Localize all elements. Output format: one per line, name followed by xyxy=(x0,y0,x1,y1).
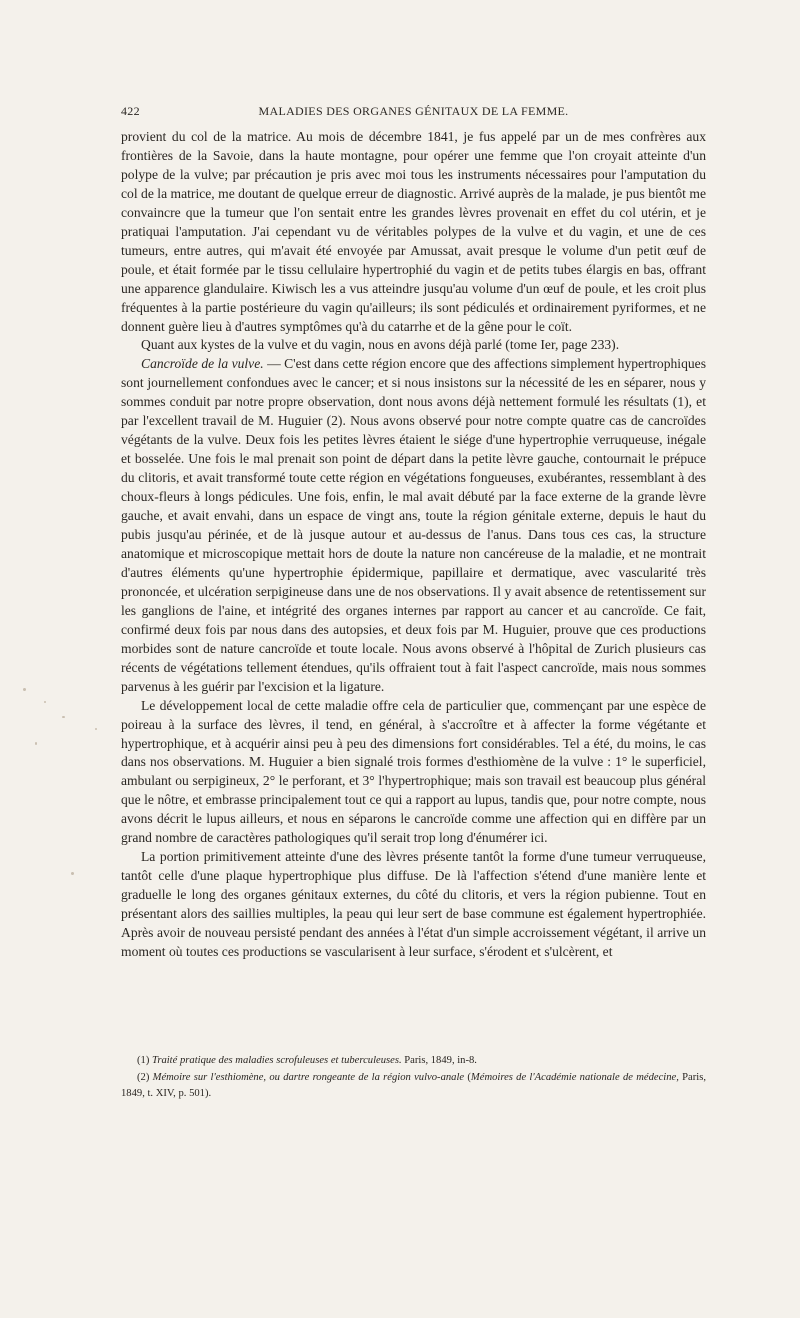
footnote-title: Mémoire sur l'esthiomène, ou dartre rongeante de la région vulvo-anale xyxy=(152,1071,465,1083)
paper-speck xyxy=(44,701,46,703)
footnote-text: Paris, 1849, in-8. xyxy=(401,1055,477,1066)
page-number: 422 xyxy=(121,104,140,118)
footnote xyxy=(121,1053,706,1070)
paper-speck xyxy=(71,872,74,875)
footnote xyxy=(121,1070,706,1103)
paper-speck xyxy=(95,728,97,730)
footnote-marker: (2) xyxy=(137,1071,153,1083)
footnote-journal: Mémoires de l'Académie nationale de médecine, xyxy=(470,1071,679,1083)
footnote-marker: (1) xyxy=(137,1055,153,1066)
paper-speck xyxy=(35,742,37,745)
footnote-text: ( xyxy=(464,1071,471,1083)
paragraph: La portion primitivement atteinte d'une des lèvres présente tantôt la forme d'une tumeur verruqueuse, tantôt celle d'une plaque hypertrophique plus diffuse. De là l'affection s'étend d'une manière lente et graduelle le long des organes génitaux externes, du côté du clitoris, et vers la région pubienne. Tout en présentant alors des saillies multiples, la peau qui leur sert de base commune est également hypertrophiée. Après avoir de nouveau persisté pendant des années à l'état d'un simple accroissement végétant, il arrive un moment où toutes ces productions se vascularisent à leur surface, s'érodent et s'ulcèrent, et xyxy=(121,849,706,959)
footnotes xyxy=(121,1053,706,1103)
paragraph-text: — C'est dans cette région encore que des affections simplement hypertrophiques sont journellement confondues avec le cancer; et si nous insistons sur la nécessité de les en séparer, nous y sommes conduit par notre propre observation, dont nous avons déjà nettement formulé les résultats (1), et par l'excellent travail de M. Huguier (2). Nous avons observé pour notre compte quatre cas de cancroïdes végétants de la vulve. Deux fois les petites lèvres étaient le siége d'une hypertrophie verruqueuse, inégale et bosselée. Une fois le mal prenait son point de départ dans la petite lèvre gauche, contournait le prépuce du clitoris, et avait transformé toute cette région en végétations fongueuses, exubérantes, ressemblant à des choux-fleurs à longs pédicules. Une fois, enfin, le mal avait débuté par la face externe de la grande lèvre gauche, et avait envahi, dans un espace de vingt ans, toute la région génitale externe, depuis le haut du pubis jusqu'au périnée, et de là jusque autour et au-dessus de l'anus. Dans tous ces cas, la structure anatomique et microscopique mettait hors de doute la nature non cancéreuse de la maladie, et ne montrait d'autres éléments qu'une hypertrophie épidermique, papillaire et dermatique, avec vascularité très prononcée, et ulcération serpigineuse dans une de nos observations. Il y avait absence de retentissement sur les ganglions de l'aine, et intégrité des organes internes par rapport au cancer et au cancroïde. Ce fait, confirmé deux fois par nous dans des autopsies, et deux fois par M. Huguier, prouve que ces productions morbides sont de nature cancroïde et toute locale. Nous avons observé à l'hôpital de Zurich plusieurs cas récents de végétations tellement étendues, qu'ils offraient tout à fait l'aspect cancroïde, mais nous sommes parvenus à les guérir par l'excision et la ligature. xyxy=(121,356,706,694)
paper-speck xyxy=(23,688,26,691)
paragraph: Quant aux kystes de la vulve et du vagin, nous en avons déjà parlé (tome Ier, page 233). xyxy=(141,337,620,353)
footnote-title: Traité pratique des maladies scrofuleuses et tuberculeuses. xyxy=(152,1055,402,1066)
running-header xyxy=(121,104,706,124)
running-title: MALADIES DES ORGANES GÉNITAUX DE LA FEMME. xyxy=(258,104,569,118)
footnote-text: Paris, 1849, t. XIV, p. 501). xyxy=(121,1071,706,1099)
section-heading-italic: Cancroïde de la vulve. xyxy=(141,356,264,372)
paragraph: provient du col de la matrice. Au mois de décembre 1841, je fus appelé par un de mes confrères aux frontières de la Savoie, dans la haute montagne, pour opérer une femme que l'on croyait atteinte d'un polype de la vulve; par précaution je pris avec moi tous les instruments nécessaires pour l'amputation du col de la matrice, me doutant de quelque erreur de diagnostic. Arrivé auprès de la malade, je pus bientôt me convaincre que la tumeur que l'on sentait entre les grandes lèvres provenait en effet du col utérin, et je pratiquai l'amputation. J'ai cependant vu de véritables polypes de la vulve et du vagin, et une de ces tumeurs, entre autres, qui m'avait été envoyée par Amussat, avait presque le volume d'un petit œuf de poule, et était formée par le tissu cellulaire hypertrophié du vagin et de petits tubes élargis en bas, offrant une apparence glandulaire. Kiwisch les a vus atteindre jusqu'au volume d'un œuf de poule, et les croit plus fréquentes à la partie postérieure du vagin qu'ailleurs; ils sont pédiculés et ordinairement pyriformes, et ne donnent guère lieu à d'autres symptômes qu'à du catarrhe et de la gêne pour le coït. xyxy=(121,129,706,334)
paper-speck xyxy=(62,716,65,718)
paragraph xyxy=(121,355,706,696)
paragraph: Le développement local de cette maladie offre cela de particulier que, commençant par une espèce de poireau à la surface des lèvres, il tend, en général, à s'accroître et à affecter la forme végétante et hypertrophique, et à acquérir ainsi peu à peu des dimensions fort considérables. Tel a été, du moins, le cas dans nos observations. M. Huguier a bien signalé trois formes d'esthiomène de la vulve : 1° le superficiel, ambulant ou serpigineux, 2° le perforant, et 3° l'hypertrophique; mais son travail est beaucoup plus général que le nôtre, et embrasse principalement tout ce qui a rapport au lupus, tandis que, pour notre compte, nous avons décrit le lupus ailleurs, et nous en séparons le cancroïde comme une affection qui en diffère par un grand nombre de caractères pathologiques qu'il serait trop long d'énumérer ici. xyxy=(121,697,706,846)
body-text xyxy=(121,128,706,962)
